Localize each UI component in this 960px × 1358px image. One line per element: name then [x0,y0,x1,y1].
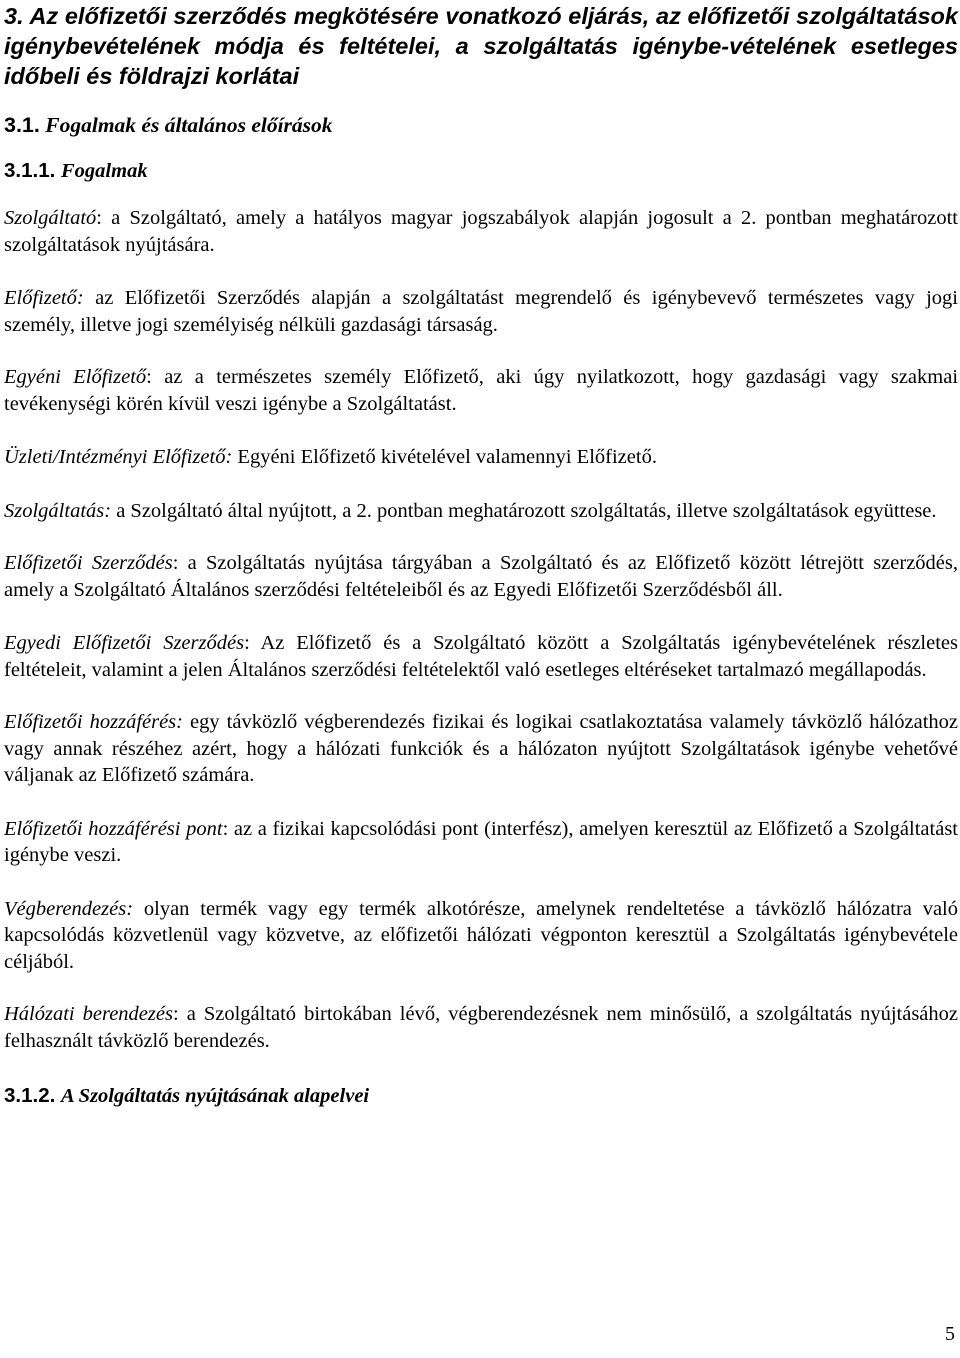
subsection-title: Fogalmak és általános előírások [45,113,333,137]
definition-text: Az Előfizető és a Szolgáltató között a Szolgáltatás igénybevételének részletes feltételeit, valamint a jelen Általános szerződési feltételektől való esetleges eltéréseket tartalmazó megállapodás. [4,632,958,681]
definition-uzleti-elofizeto [4,444,958,471]
definition-text: a Szolgáltatás nyújtása tárgyában a Szolgáltató és az Előfizető között létrejött szerződés, amely a Szolgáltató Általános szerződési feltételeiből és az Egyedi Előfizetői Szerződésből áll. [4,552,959,601]
next-subsubsection-number: 3.1.2. [4,1084,56,1107]
subsection-number: 3.1. [4,113,40,137]
definition-egyedi-elofizetoi-szerzodes [4,630,958,683]
definition-vegberendezes [4,896,958,976]
definition-egyeni-elofizeto [4,364,958,417]
definition-halozati-berendezes [4,1001,958,1054]
subsubsection-title: Fogalmak [61,160,148,182]
definition-elofizetoi-hozzaferesi-pont [4,816,958,869]
definition-term: Üzleti/Intézményi Előfizető: [4,446,233,468]
definition-separator: : [172,1003,187,1025]
definition-text: olyan termék vagy egy termék alkotórésze, amelynek rendeltetése a távközlő hálózatra való kapcsolódás közvetlenül vagy közvetve, az előfizetői hálózati végponton keresztül a Szolgáltatás igénybevétele céljából. [4,897,958,973]
definition-text: az a fizikai kapcsolódási pont (interfész), amelyen keresztül az Előfizető a Szolgáltatást igénybe veszi. [4,817,958,866]
definition-text: az a természetes személy Előfizető, aki úgy nyilatkozott, hogy gazdasági vagy szakmai tevékenységi körén kívül veszi igénybe a Szolgáltatást. [4,366,959,415]
document-page [4,0,958,1110]
definition-term: Egyéni Előfizető [4,366,147,388]
subsubsection-number: 3.1.1. [4,159,56,182]
definition-szolgaltatas [4,498,958,525]
section-title: Az előfizetői szerződés megkötésére vonatkozó eljárás, az előfizetői szolgáltatások igénybevételének módja és feltételei, a szolgáltatás igénybe-vételének esetleges időbeli és földrajzi korlátai [4,3,958,89]
definition-text: a Szolgáltató, amely a hatályos magyar jogszabályok alapján jogosult a 2. pontban meghatározott szolgáltatások nyújtására. [4,207,958,256]
definition-term: Szolgáltató [4,207,97,229]
definition-text: Egyéni Előfizető kivételével valamennyi Előfizető. [237,446,657,468]
next-subsubsection-title: A Szolgáltatás nyújtásának alapelvei [61,1085,370,1107]
definition-elofizetoi-szerzodes [4,550,958,603]
definition-elofizetoi-hozzaferes [4,709,958,789]
definition-separator: : [172,552,188,574]
subsubsection-heading [4,157,958,185]
definition-term: Előfizetői hozzáférési pont [4,817,223,840]
definition-separator: : [96,207,112,229]
definition-term: Szolgáltatás: [4,499,112,522]
definition-separator [84,287,95,309]
subsection-heading [4,111,958,139]
definition-separator [133,898,144,920]
section-number: 3. [4,3,24,29]
definition-text: a Szolgáltató által nyújtott, a 2. pontban meghatározott szolgáltatás, illetve szolgáltatások együttese. [116,499,937,522]
definition-text: egy távközlő végberendezés fizikai és logikai csatlakoztatása valamely távközlő hálózathoz vagy annak részéhez azért, hogy a hálózati funkciók és a hálózaton nyújtott Szolgáltatások igénybe vehetővé váljanak az Előfizető számára. [4,711,959,786]
definition-elofizeto [4,285,958,338]
definition-text: a Szolgáltató birtokában lévő, végberendezésnek nem minősülő, a szolgáltatás nyújtásához felhasznált távközlő berendezés. [4,1003,959,1052]
definition-text: az Előfizetői Szerződés alapján a szolgáltatást megrendelő és igénybevevő természetes vagy jogi személy, illetve jogi személyiség nélküli gazdasági társaság. [4,287,958,336]
definition-separator: : [222,817,234,840]
next-subsubsection-heading [4,1082,958,1110]
definition-term: Hálózati berendezés [4,1003,173,1025]
definition-separator: : [244,632,261,654]
definition-term: Előfizetői Szerződés [4,552,173,574]
definition-term: Előfizető: [4,287,84,309]
definition-term: Végberendezés: [4,897,134,920]
definition-term: Előfizetői hozzáférés: [4,711,183,733]
definition-separator: : [146,366,165,388]
definition-szolgaltato [4,205,958,258]
definition-term: Egyedi Előfizetői Szerződés [4,632,245,654]
definition-separator [183,711,190,733]
page-number: 5 [945,1323,955,1345]
section-heading [4,0,958,91]
